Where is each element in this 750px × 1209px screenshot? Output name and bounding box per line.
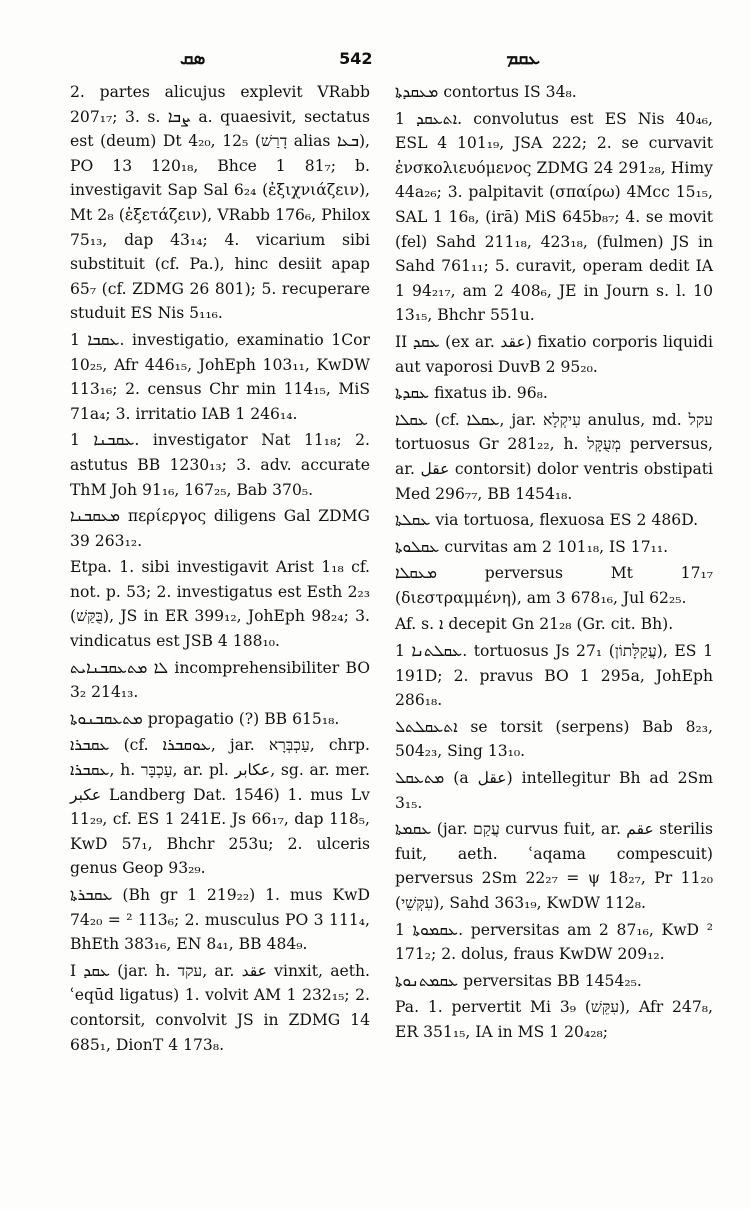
dictionary-entry: Pa. 1. pervertit Mi 3₉ (עִקֵּשׁ), Afr 247₈, ER 351₁₅, IA in MS 1 20₄₂₈;: [395, 998, 713, 1041]
dictionary-entry: Etpa. 1. sibi investigavit Arist 1₁₈ cf. not. p. 53; 2. investigatus est Esth 2₂₃ (בֻּקַּשׁ), JS in ER 399₁₂, JohEph 98₂₄; 3. vindicatus est JSB 4 188₁₀.: [70, 558, 370, 651]
left-column: [70, 80, 370, 1059]
dictionary-entry: I ܥܩܕ (jar. h. עקד, ar. عقد vinxit, aeth. ʿeqūd ligatus) 1. volvit AM 1 232₁₅; 2. contorsit, convolvit JS in ZDMG 14 685₁, DionT 4 173₈.: [70, 961, 370, 1054]
page-number: 542: [339, 48, 373, 68]
dictionary-entry: ܡܥܩܠܐ perversus Mt 17₁₇ (διεστραμμένη), am 3 678₁₆, Jul 62₂₅.: [395, 564, 713, 607]
dictionary-entry: ܥܩܠܘܬܐ curvitas am 2 101₁₈, IS 17₁₁.: [395, 537, 669, 556]
dictionary-entry: ܐܬܥܩܕ 1. convolutus est ES Nis 40₄₆, ESL 4 101₁₉, JSA 222; 2. se curvavit ἐνσκολιευόμενος ZDMG 24 291₂₈, Himy 44a₂₆; 3. palpitavit (σπαίρω) 4Mcc 15₁₅, SAL 1 16₈, (irā) MiS 645b₈₇; 4. se movit (fel) Sahd 211₁₈, 423₁₈, (fulmen) JS in Sahd 761₁₁; 5. curavit, operam dedit IA 1 94₂₁₇, am 2 408₆, JE in Journ s. l. 10 13₁₅, Bhchr 551u.: [395, 109, 713, 325]
right-column: [395, 80, 713, 1047]
dictionary-entry: ܥܩܠܐ (cf. ܥܩܠܐ, jar. עִיקְלָא anulus, md. עקל tortuosus Gr 281₂₂, h. מְעֻקָּל perversus, ar. عقل contorsit) dolor ventris obstipati Med 296₇₇, BB 1454₁₈.: [395, 410, 714, 503]
dictionary-entry: ܡܬܥܩܠ (a عقل) intellegitur Bh ad 2Sm 3₁₅.: [395, 769, 714, 812]
dictionary-entry: ܡܬܥܩܒܢܘܬܐ propagatio (?) BB 615₁₈.: [70, 709, 340, 728]
dictionary-entry: ܥܩܒܪܬܐ (Bh gr 1 219₂₂) 1. mus KwD 74₂₀ = ² 113₆; 2. musculus PO 3 111₄, BhEth 383₁₆, EN 8₄₁, BB 484₉.: [70, 886, 370, 954]
dictionary-entry: ܥܩܡܬܢܘܬܐ perversitas BB 1454₂₅.: [395, 971, 642, 990]
dictionary-entry: ܡܥܩܕܬܐ contortus IS 34₈.: [395, 83, 577, 101]
right-running-head: ܥܩܡ: [506, 47, 540, 69]
dictionary-entry: ܥܩܕܬܐ fixatus ib. 96₈.: [395, 384, 548, 403]
dictionary-entry: ܥܩܒܢܐ 1. investigator Nat 11₁₈; 2. astutus BB 1230₁₃; 3. adv. accurate ThM Joh 91₁₆, 167₂₅, Bab 370₅.: [70, 431, 371, 499]
dictionary-entry: ܥܩܡܬܐ (jar. עֲקַם curvus fuit, ar. عقم sterilis fuit, aeth. ʿaqama compescuit) perversus 2Sm 22₂₇ = ψ 18₂₇, Pr 11₂₀ (עִקְּשֵׁי), Sahd 363₁₉, KwDW 112₈.: [395, 820, 714, 912]
left-running-head: ܣܩ: [180, 47, 206, 69]
page-header: [70, 44, 710, 72]
dictionary-entry: ܐܬܥܩܠܬܠ se torsit (serpens) Bab 8₂₃, 504₂₃, Sing 13₁₀.: [395, 717, 713, 761]
dictionary-entry: ܡܥܩܒܢܐ περίεργος diligens Gal ZDMG 39 263₁₂.: [70, 507, 370, 550]
column-divider: [380, 82, 381, 1182]
dictionary-entry: ܠܐ ܡܬܥܩܒܢܐܝܬ incomprehensibiliter BO 3₂ 214₁₃.: [70, 658, 370, 702]
dictionary-entry: 2. partes alicujus explevit VRabb 207₁₇; 3. s. ܨܒܐ a. quaesivit, sectatus est (deum) Dt 4₂₀, 12₅ (דָרַשׁ alias ܒܥܐ), PO 13 120₁₈, Bhce 1 81₇; b. investigavit Sap Sal 6₂₄ (ἐξιχνιάζειν), Mt 2₈ (ἐξετάζειν), VRabb 176₆, Philox 75₁₃, dap 43₁₄; 4. vicarium sibi substituit (cf. Pa.), hinc desiit apap 65₇ (cf. ZDMG 26 801); 5. recuperare studuit ES Nis 5₁₁₆.: [70, 83, 371, 323]
dictionary-entry: II ܥܩܕ (ex ar. عقد) fixatio corporis liquidi aut vaporosi DuvB 2 95₂₀.: [395, 332, 713, 376]
dictionary-entry: Af. s. ܐ decepit Gn 21₂₈ (Gr. cit. Bh).: [395, 615, 674, 634]
dictionary-entry: ܥܩܠܬܐ via tortuosa, flexuosa ES 2 486D.: [395, 511, 699, 530]
dictionary-entry: ܥܩܡܘܬܐ 1. perversitas am 2 87₁₆, KwD ² 171₂; 2. dolus, fraus KwDW 209₁₂.: [395, 920, 713, 964]
dictionary-entry: ܥܩܒܐ 1. investigatio, examinatio 1Cor 10₂₅, Afr 446₁₅, JohEph 103₁₁, KwDW 113₁₆; 2. census Chr min 114₁₅, MiS 71a₄; 3. irritatio IAB 1 246₁₄.: [70, 330, 370, 423]
dictionary-entry: ܥܩܠܬܢܐ 1. tortuosus Js 27₁ (עֲקַלָּתוֹן), ES 1 191D; 2. pravus BO 1 295a, JohEph 286₁₈.: [395, 642, 713, 710]
dictionary-entry: ܥܩܒܪܐ (cf. ܥܘܩܒܪܐ, jar. עַכְבְּרָא, chrp. ܥܩܒܪܐ, h. עַכְבָּר, ar. pl. عكابر, sg. ar. mer. عكبر Landberg Dat. 1546) 1. mus Lv 11₂₉, cf. ES 1 241E. Js 66₁₇, dap 118₅, KwD 57₁, Bhchr 253u; 2. ulceris genus Geop 93₂₉.: [70, 736, 370, 878]
